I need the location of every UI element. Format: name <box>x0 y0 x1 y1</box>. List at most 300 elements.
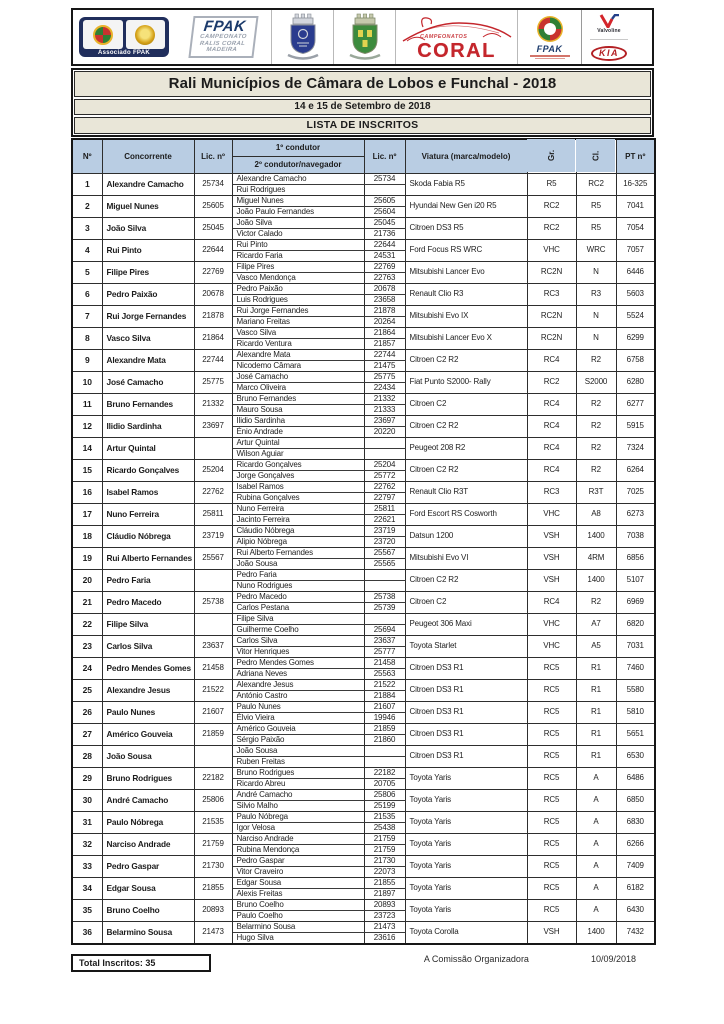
group-value: RC5 <box>527 833 576 855</box>
codriver-licence: 22797 <box>364 492 405 503</box>
pt-number: 7057 <box>616 239 655 261</box>
car-model: Peugeot 208 R2 <box>405 437 527 459</box>
pt-number: 6530 <box>616 745 655 767</box>
competitor-licence: 23637 <box>194 635 232 657</box>
group-value: VHC <box>527 503 576 525</box>
codriver-licence: 25694 <box>364 624 405 635</box>
valvoline-logo <box>597 14 620 34</box>
camara-de-lobos-crest-icon <box>271 10 333 64</box>
entry-row <box>72 767 655 778</box>
entry-number: 4 <box>72 239 102 261</box>
entry-number: 30 <box>72 789 102 811</box>
entry-row <box>72 591 655 602</box>
competitor-name: Alexandre Mata <box>102 349 194 371</box>
fpak-wordmark: FPAK <box>202 18 247 36</box>
class-value: N <box>576 327 616 349</box>
col-viatura: Viatura (marca/modelo) <box>405 139 527 173</box>
codriver-licence: 21860 <box>364 734 405 745</box>
car-model: Citroen C2 <box>405 393 527 415</box>
driver-name: Bruno Coelho <box>232 899 364 910</box>
codriver-name: Alipio Nóbrega <box>232 536 364 547</box>
driver-licence: 25567 <box>364 547 405 558</box>
competitor-name: Pedro Gaspar <box>102 855 194 877</box>
codriver-name: António Castro <box>232 690 364 701</box>
group-value: RC4 <box>527 393 576 415</box>
entry-number: 21 <box>72 591 102 613</box>
driver-licence: 21759 <box>364 833 405 844</box>
competitor-name: João Silva <box>102 217 194 239</box>
group-value: RC4 <box>527 437 576 459</box>
competitor-licence: 23697 <box>194 415 232 437</box>
codriver-name: Sérgio Paixão <box>232 734 364 745</box>
codriver-licence <box>364 756 405 767</box>
campeonatos-label: CAMPEONATOS <box>420 34 468 40</box>
competitor-name: Pedro Paixão <box>102 283 194 305</box>
competitor-licence: 22769 <box>194 261 232 283</box>
competitor-licence: 25734 <box>194 173 232 195</box>
driver-name: Narciso Andrade <box>232 833 364 844</box>
car-model: Renault Clio R3T <box>405 481 527 503</box>
entry-row <box>72 723 655 734</box>
codriver-name: Vitor Henriques <box>232 646 364 657</box>
codriver-name: Luis Rodrigues <box>232 294 364 305</box>
pt-number: 6486 <box>616 767 655 789</box>
group-value: RC5 <box>527 899 576 921</box>
codriver-name: Paulo Coelho <box>232 910 364 921</box>
campeonato-line: RALIS CORAL <box>199 40 246 47</box>
codriver-name: Marco Oliveira <box>232 382 364 393</box>
driver-licence: 25811 <box>364 503 405 514</box>
entry-number: 2 <box>72 195 102 217</box>
entry-number: 23 <box>72 635 102 657</box>
car-model: Toyota Starlet <box>405 635 527 657</box>
car-model: Mitsubishi Evo IX <box>405 305 527 327</box>
codriver-licence <box>364 580 405 591</box>
pt-number: 6280 <box>616 371 655 393</box>
fpak-associado-logo <box>73 10 175 64</box>
driver-name: Pedro Mendes Gomes <box>232 657 364 668</box>
sponsor-divider <box>590 39 628 40</box>
competitor-licence <box>194 613 232 635</box>
competitor-name: Paulo Nunes <box>102 701 194 723</box>
driver-licence: 25738 <box>364 591 405 602</box>
pt-number: 5107 <box>616 569 655 591</box>
driver-licence: 22769 <box>364 261 405 272</box>
pt-number: 7432 <box>616 921 655 944</box>
driver-licence: 22644 <box>364 239 405 250</box>
col-codriver: 2º condutor/navegador <box>232 156 364 173</box>
entry-number: 18 <box>72 525 102 547</box>
codriver-name: Énio Andrade <box>232 426 364 437</box>
driver-name: Rui Jorge Fernandes <box>232 305 364 316</box>
group-value: RC5 <box>527 745 576 767</box>
logo-strip <box>71 8 654 66</box>
codriver-licence <box>364 184 405 195</box>
driver-name: Paulo Nunes <box>232 701 364 712</box>
entry-row <box>72 195 655 206</box>
car-model: Toyota Yaris <box>405 789 527 811</box>
pt-number: 6277 <box>616 393 655 415</box>
group-value: R5 <box>527 173 576 195</box>
campeonato-line: MADEIRA <box>205 47 238 54</box>
pt-number: 6856 <box>616 547 655 569</box>
group-value: RC4 <box>527 459 576 481</box>
entry-row <box>72 503 655 514</box>
codriver-name: Jorge Gonçalves <box>232 470 364 481</box>
codriver-licence: 25563 <box>364 668 405 679</box>
car-model: Toyota Yaris <box>405 833 527 855</box>
codriver-licence: 21475 <box>364 360 405 371</box>
driver-name: Filipe Pires <box>232 261 364 272</box>
driver-licence: 20678 <box>364 283 405 294</box>
competitor-licence: 21535 <box>194 811 232 833</box>
codriver-licence: 24531 <box>364 250 405 261</box>
driver-licence: 21864 <box>364 327 405 338</box>
pt-number: 5580 <box>616 679 655 701</box>
codriver-name: Silvio Malho <box>232 800 364 811</box>
competitor-name: Bruno Rodrigues <box>102 767 194 789</box>
competitor-licence: 21859 <box>194 723 232 745</box>
group-value: RC2 <box>527 217 576 239</box>
driver-name: Pedro Paixão <box>232 283 364 294</box>
campeonato-line: CAMPEONATO <box>199 34 247 41</box>
competitor-licence: 25567 <box>194 547 232 569</box>
driver-licence: 21730 <box>364 855 405 866</box>
codriver-name: Victor Calado <box>232 228 364 239</box>
competitor-name: Alexandre Camacho <box>102 173 194 195</box>
driver-name: Ilidio Sardinha <box>232 415 364 426</box>
class-value: R1 <box>576 657 616 679</box>
competitor-licence: 21730 <box>194 855 232 877</box>
driver-licence: 25775 <box>364 371 405 382</box>
car-model: Citroen DS3 R1 <box>405 701 527 723</box>
competitor-name: Cláudio Nóbrega <box>102 525 194 547</box>
driver-licence: 21859 <box>364 723 405 734</box>
competitor-licence: 21458 <box>194 657 232 679</box>
codriver-licence: 20220 <box>364 426 405 437</box>
driver-name: Carlos Silva <box>232 635 364 646</box>
codriver-licence: 22073 <box>364 866 405 877</box>
codriver-licence: 25565 <box>364 558 405 569</box>
codriver-licence: 21736 <box>364 228 405 239</box>
pt-number: 6446 <box>616 261 655 283</box>
entry-row <box>72 701 655 712</box>
competitor-name: Filipe Pires <box>102 261 194 283</box>
driver-name: Cláudio Nóbrega <box>232 525 364 536</box>
codriver-licence: 23658 <box>364 294 405 305</box>
codriver-name: Adriana Neves <box>232 668 364 679</box>
entry-number: 27 <box>72 723 102 745</box>
class-value: R5 <box>576 195 616 217</box>
competitor-licence: 20893 <box>194 899 232 921</box>
driver-licence: 22744 <box>364 349 405 360</box>
competitor-name: Paulo Nóbrega <box>102 811 194 833</box>
group-value: RC4 <box>527 591 576 613</box>
car-model: Renault Clio R3 <box>405 283 527 305</box>
pt-number: 6264 <box>616 459 655 481</box>
car-model: Citroen DS3 R1 <box>405 679 527 701</box>
driver-name: João Sousa <box>232 745 364 756</box>
entry-number: 33 <box>72 855 102 877</box>
competitor-name: Pedro Mendes Gomes <box>102 657 194 679</box>
driver-name: Miguel Nunes <box>232 195 364 206</box>
codriver-licence: 25777 <box>364 646 405 657</box>
event-date: 14 e 15 de Setembro de 2018 <box>74 99 651 115</box>
car-model: Peugeot 306 Maxi <box>405 613 527 635</box>
entry-number: 19 <box>72 547 102 569</box>
competitor-name: André Camacho <box>102 789 194 811</box>
entry-row <box>72 437 655 448</box>
gold-medal-icon <box>126 20 166 49</box>
driver-licence: 25204 <box>364 459 405 470</box>
entry-row <box>72 415 655 426</box>
driver-name: José Camacho <box>232 371 364 382</box>
codriver-name: João Paulo Fernandes <box>232 206 364 217</box>
driver-licence: 23697 <box>364 415 405 426</box>
competitor-name: Artur Quintal <box>102 437 194 459</box>
class-value: 1400 <box>576 525 616 547</box>
driver-name: Artur Quintal <box>232 437 364 448</box>
class-value: R1 <box>576 701 616 723</box>
driver-name: Alexandre Mata <box>232 349 364 360</box>
entry-row <box>72 657 655 668</box>
driver-licence <box>364 437 405 448</box>
col-first-driver: 1º condutor <box>232 139 364 156</box>
driver-name: Filipe Silva <box>232 613 364 624</box>
competitor-licence <box>194 437 232 459</box>
footer-date: 10/09/2018 <box>590 953 636 964</box>
competitor-licence: 25204 <box>194 459 232 481</box>
class-value: R5 <box>576 217 616 239</box>
entry-row <box>72 789 655 800</box>
class-value: N <box>576 305 616 327</box>
pt-number: 5915 <box>616 415 655 437</box>
coral-campeonato-logo <box>395 10 517 64</box>
group-value: RC3 <box>527 481 576 503</box>
fpak-campeonato-box <box>188 16 258 58</box>
codriver-name: Mariano Freitas <box>232 316 364 327</box>
col-group: Gr. <box>527 139 576 173</box>
entry-row <box>72 327 655 338</box>
driver-name: Bruno Fernandes <box>232 393 364 404</box>
car-model: Toyota Corolla <box>405 921 527 944</box>
codriver-licence: 25772 <box>364 470 405 481</box>
driver-licence: 21522 <box>364 679 405 690</box>
entry-number: 25 <box>72 679 102 701</box>
class-value: S2000 <box>576 371 616 393</box>
pt-number: 7054 <box>616 217 655 239</box>
codriver-name: Vasco Mendonça <box>232 272 364 283</box>
driver-licence: 25605 <box>364 195 405 206</box>
pt-number: 6430 <box>616 899 655 921</box>
codriver-name: Ruben Freitas <box>232 756 364 767</box>
driver-name: Américo Gouveia <box>232 723 364 734</box>
driver-licence: 22762 <box>364 481 405 492</box>
car-model: Ford Focus RS WRC <box>405 239 527 261</box>
competitor-licence: 21759 <box>194 833 232 855</box>
competitor-licence <box>194 569 232 591</box>
driver-licence: 21458 <box>364 657 405 668</box>
col-concorrente: Concorrente <box>102 139 194 173</box>
codriver-name: Jacinto Ferreira <box>232 514 364 525</box>
group-value: VHC <box>527 635 576 657</box>
codriver-name: João Sousa <box>232 558 364 569</box>
competitor-licence: 20678 <box>194 283 232 305</box>
car-model: Citroen C2 <box>405 591 527 613</box>
driver-licence: 23719 <box>364 525 405 536</box>
car-model: Citroen C2 R2 <box>405 349 527 371</box>
table-header <box>72 139 655 173</box>
driver-licence: 20893 <box>364 899 405 910</box>
car-model: Hyundai New Gen i20 R5 <box>405 195 527 217</box>
competitor-licence: 22744 <box>194 349 232 371</box>
competitor-licence: 25605 <box>194 195 232 217</box>
entry-row <box>72 635 655 646</box>
class-value: R1 <box>576 723 616 745</box>
competitor-licence: 21607 <box>194 701 232 723</box>
codriver-name: Wilson Aguiar <box>232 448 364 459</box>
codriver-licence: 25199 <box>364 800 405 811</box>
competitor-licence: 25775 <box>194 371 232 393</box>
driver-name: Alexandre Camacho <box>232 173 364 184</box>
pt-number: 6299 <box>616 327 655 349</box>
competitor-name: Rui Pinto <box>102 239 194 261</box>
competitor-name: Vasco Silva <box>102 327 194 349</box>
class-value: R2 <box>576 349 616 371</box>
entry-number: 36 <box>72 921 102 944</box>
class-value: N <box>576 261 616 283</box>
class-value: A8 <box>576 503 616 525</box>
pt-number: 7041 <box>616 195 655 217</box>
codriver-name: Mauro Sousa <box>232 404 364 415</box>
competitor-name: Isabel Ramos <box>102 481 194 503</box>
codriver-licence: 20705 <box>364 778 405 789</box>
entry-row <box>72 173 655 184</box>
entry-row <box>72 855 655 866</box>
fpak-associado-badge <box>79 17 169 57</box>
entry-row <box>72 745 655 756</box>
class-value: RC2 <box>576 173 616 195</box>
class-value: A <box>576 899 616 921</box>
competitor-name: Rui Jorge Fernandes <box>102 305 194 327</box>
competitor-name: Rui Alberto Fernandes <box>102 547 194 569</box>
competitor-licence: 22644 <box>194 239 232 261</box>
car-model: Toyota Yaris <box>405 877 527 899</box>
competitor-licence: 21855 <box>194 877 232 899</box>
fpak-roundel-small-icon <box>83 20 123 49</box>
entry-row <box>72 921 655 932</box>
class-value: A <box>576 877 616 899</box>
class-value: R3 <box>576 283 616 305</box>
driver-name: Vasco Silva <box>232 327 364 338</box>
competitor-licence: 21473 <box>194 921 232 944</box>
driver-licence: 21855 <box>364 877 405 888</box>
group-value: RC5 <box>527 657 576 679</box>
driver-name: Rui Alberto Fernandes <box>232 547 364 558</box>
driver-name: Pedro Gaspar <box>232 855 364 866</box>
entry-number: 5 <box>72 261 102 283</box>
entry-row <box>72 481 655 492</box>
competitor-licence: 22182 <box>194 767 232 789</box>
group-value: RC5 <box>527 855 576 877</box>
entry-number: 22 <box>72 613 102 635</box>
group-value: RC3 <box>527 283 576 305</box>
pt-number: 5810 <box>616 701 655 723</box>
car-model: Citroen DS3 R1 <box>405 745 527 767</box>
group-value: VHC <box>527 613 576 635</box>
driver-licence: 25806 <box>364 789 405 800</box>
entry-row <box>72 239 655 250</box>
entry-row <box>72 833 655 844</box>
group-value: RC2 <box>527 195 576 217</box>
driver-licence: 21473 <box>364 921 405 932</box>
codriver-name: Nuno Rodrigues <box>232 580 364 591</box>
pt-number: 6969 <box>616 591 655 613</box>
entry-row <box>72 305 655 316</box>
driver-licence: 21607 <box>364 701 405 712</box>
competitor-licence: 25806 <box>194 789 232 811</box>
group-value: RC5 <box>527 877 576 899</box>
competitor-licence: 25738 <box>194 591 232 613</box>
pt-number: 6182 <box>616 877 655 899</box>
entry-row <box>72 393 655 404</box>
entry-number: 11 <box>72 393 102 415</box>
competitor-name: João Sousa <box>102 745 194 767</box>
driver-licence: 25045 <box>364 217 405 228</box>
class-value: R2 <box>576 415 616 437</box>
competitor-name: Narciso Andrade <box>102 833 194 855</box>
driver-licence: 25734 <box>364 173 405 184</box>
competitor-licence <box>194 745 232 767</box>
driver-name: Alexandre Jesus <box>232 679 364 690</box>
codriver-name: Igor Velosa <box>232 822 364 833</box>
entry-number: 17 <box>72 503 102 525</box>
codriver-licence: 23723 <box>364 910 405 921</box>
competitor-name: Américo Gouveia <box>102 723 194 745</box>
entry-number: 31 <box>72 811 102 833</box>
car-model: Citroen DS3 R1 <box>405 723 527 745</box>
pt-number: 7324 <box>616 437 655 459</box>
entry-number: 15 <box>72 459 102 481</box>
class-value: WRC <box>576 239 616 261</box>
entry-row <box>72 283 655 294</box>
entry-number: 35 <box>72 899 102 921</box>
codriver-licence: 25438 <box>364 822 405 833</box>
driver-name: Paulo Nóbrega <box>232 811 364 822</box>
group-value: RC5 <box>527 789 576 811</box>
entry-number: 29 <box>72 767 102 789</box>
pt-number: 6850 <box>616 789 655 811</box>
codriver-licence: 22434 <box>364 382 405 393</box>
competitor-name: Bruno Fernandes <box>102 393 194 415</box>
entry-row <box>72 525 655 536</box>
col-class: Cl. <box>576 139 616 173</box>
codriver-licence: 25604 <box>364 206 405 217</box>
valvoline-v-icon <box>598 14 620 28</box>
competitor-licence: 25045 <box>194 217 232 239</box>
pt-number: 16-325 <box>616 173 655 195</box>
driver-licence: 23637 <box>364 635 405 646</box>
pt-number: 7025 <box>616 481 655 503</box>
class-value: R2 <box>576 393 616 415</box>
codriver-licence: 19946 <box>364 712 405 723</box>
competitor-name: Ilidio Sardinha <box>102 415 194 437</box>
group-value: RC2 <box>527 371 576 393</box>
group-value: RC5 <box>527 723 576 745</box>
entry-number: 26 <box>72 701 102 723</box>
pt-number: 6820 <box>616 613 655 635</box>
competitor-name: Miguel Nunes <box>102 195 194 217</box>
